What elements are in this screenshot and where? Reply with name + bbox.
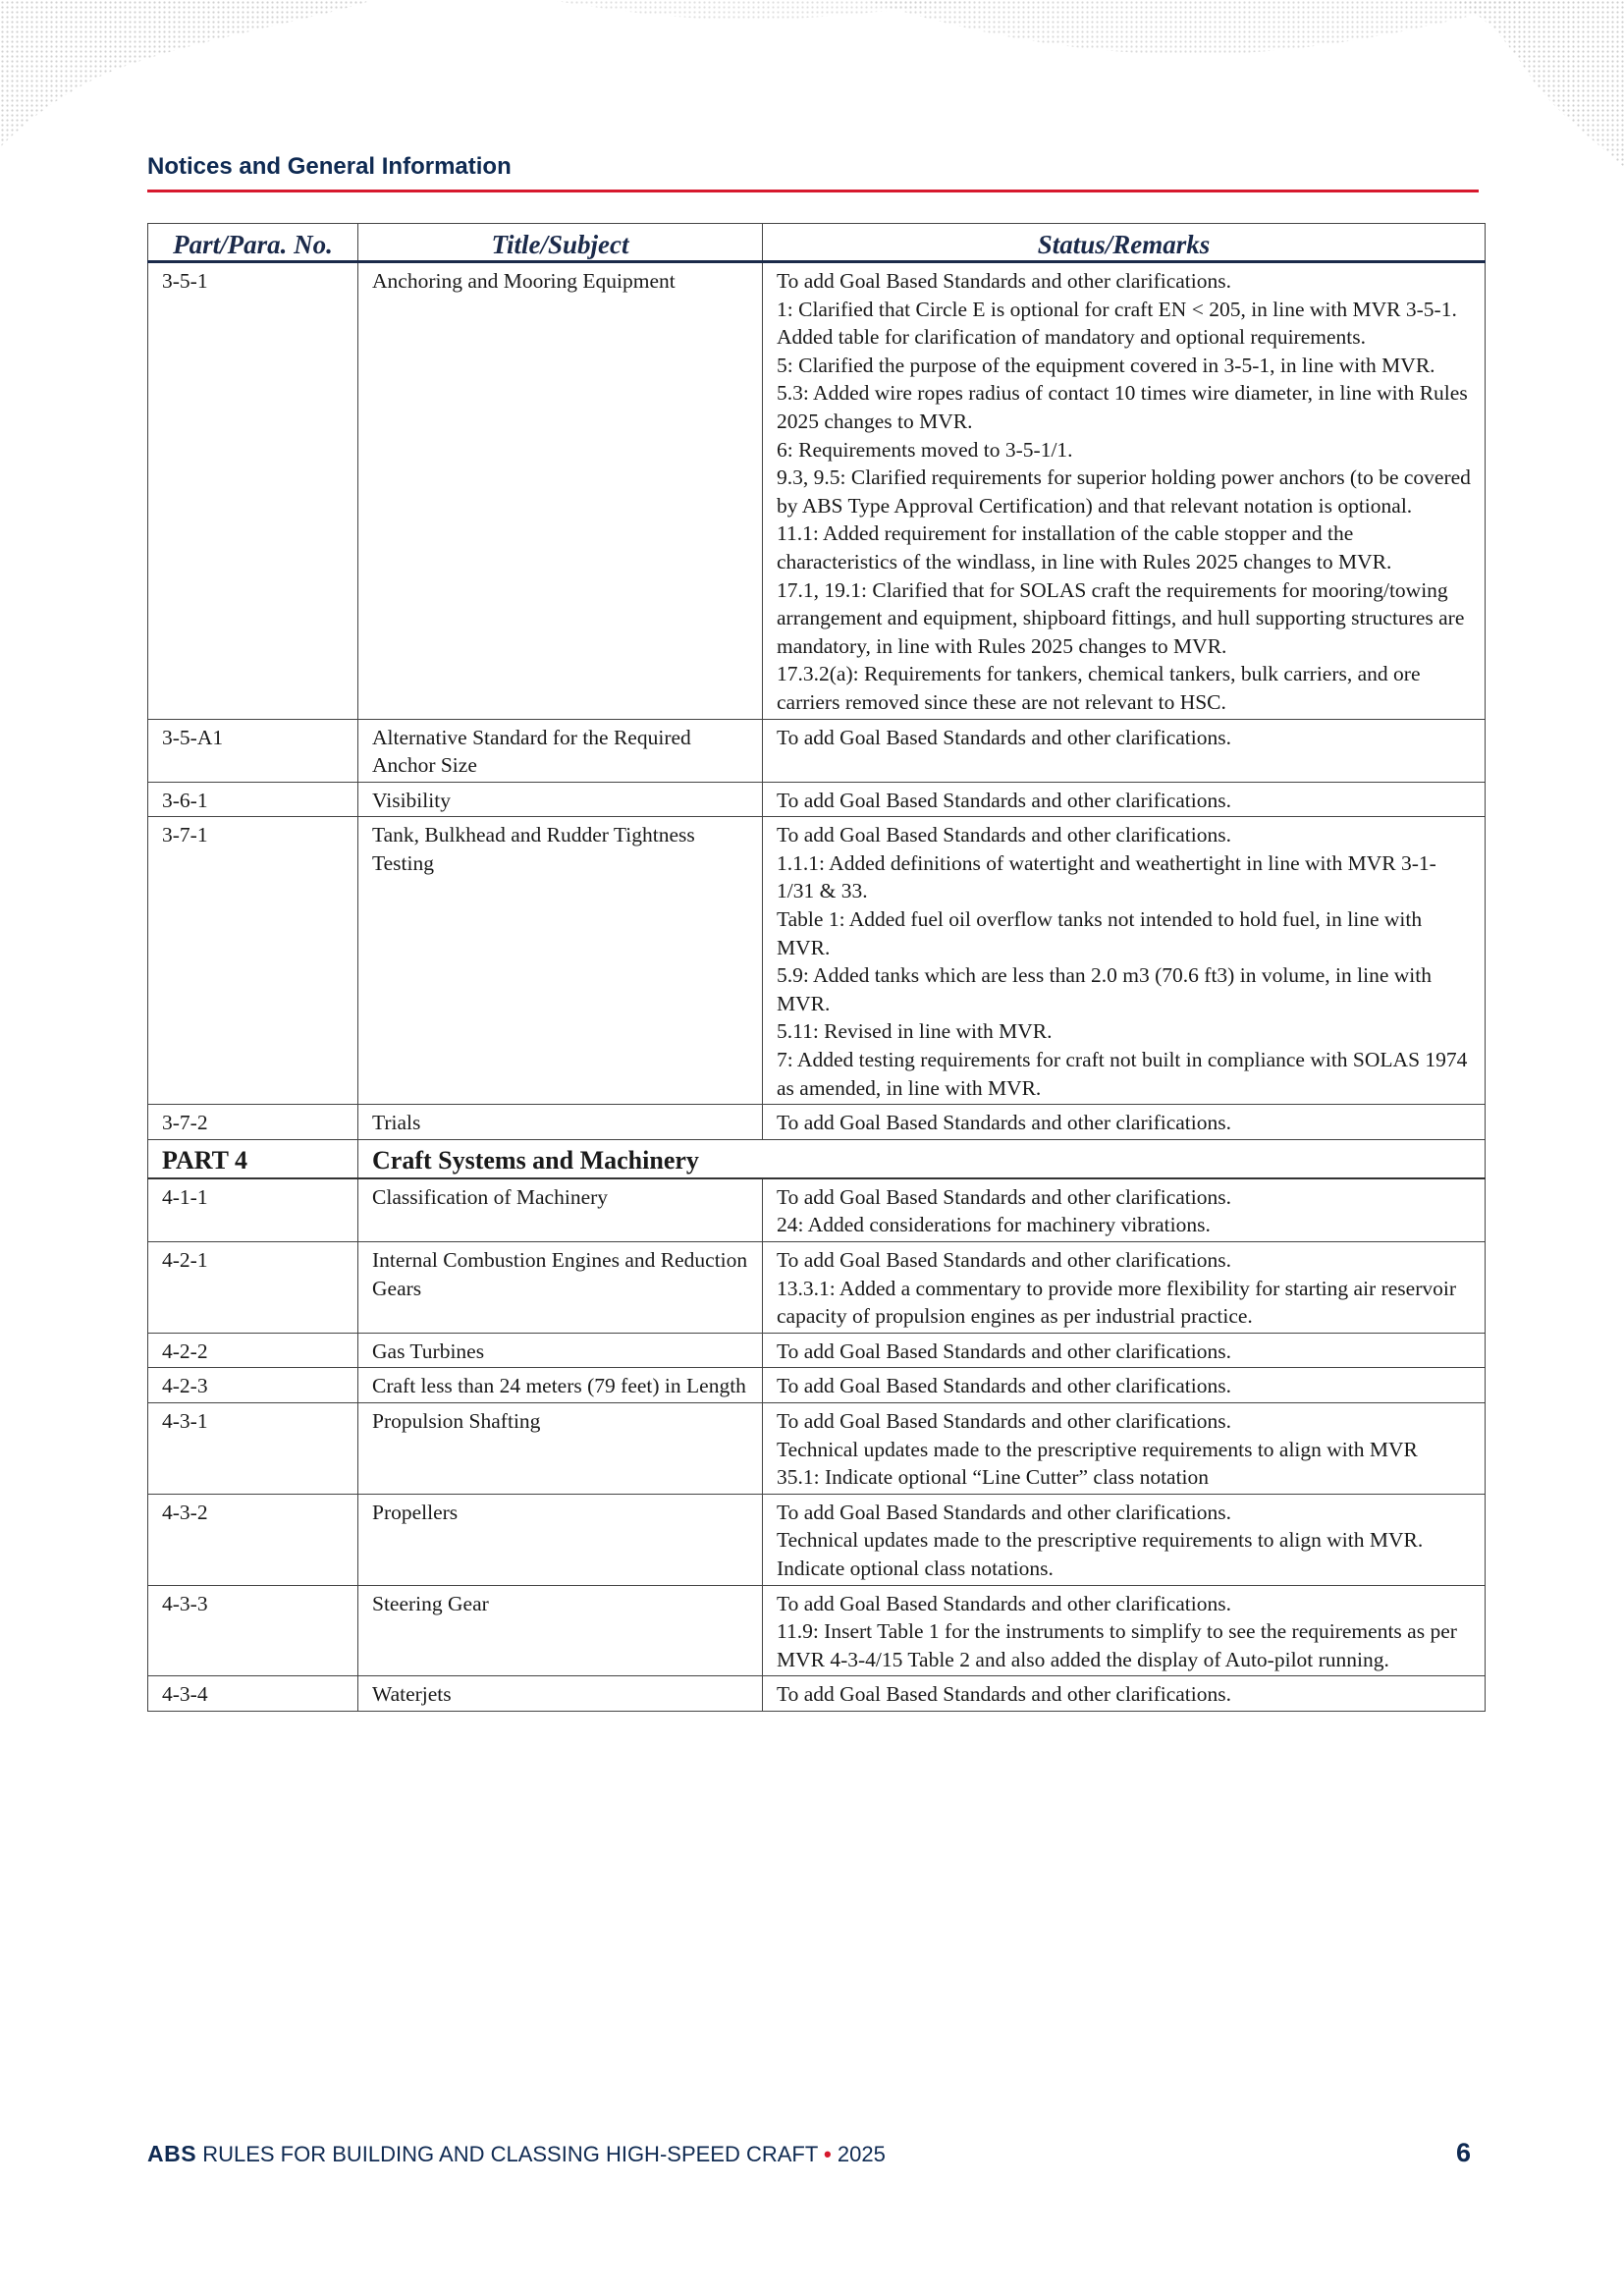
status-remarks — [763, 1368, 1486, 1403]
remark-line: To add Goal Based Standards and other clarifications. — [777, 1374, 1231, 1398]
table-body-part4 — [148, 1178, 1486, 1712]
title-subject: Gas Turbines — [358, 1333, 763, 1368]
part-para-number: 4-3-1 — [148, 1402, 358, 1494]
table-row — [148, 1105, 1486, 1140]
remark-line: 11.1: Added requirement for installation of the cable stopper and the characteristics of the windlass, in line with Rules 2025 changes to MVR. — [777, 521, 1392, 574]
table-row — [148, 1585, 1486, 1676]
remark-line: 1.1.1: Added definitions of watertight and weathertight in line with MVR 3-1-1/31 & 33. — [777, 850, 1436, 903]
table-body-part4-heading — [148, 1139, 1486, 1178]
table-row — [148, 1368, 1486, 1403]
remark-line: To add Goal Based Standards and other clarifications. — [777, 1591, 1231, 1615]
remark-line: To add Goal Based Standards and other clarifications. — [777, 269, 1231, 293]
remark-line: 5.11: Revised in line with MVR. — [777, 1019, 1053, 1044]
remark-line: Table 1: Added fuel oil overflow tanks not intended to hold fuel, in line with MVR. — [777, 907, 1423, 959]
remark-line: To add Goal Based Standards and other clarifications. — [777, 1500, 1231, 1524]
remark-line: To add Goal Based Standards and other clarifications. — [777, 1184, 1231, 1209]
status-remarks — [763, 1585, 1486, 1676]
table-header-row — [148, 224, 1486, 262]
table-body-part3 — [148, 262, 1486, 1140]
table-row — [148, 1676, 1486, 1712]
remark-line: To add Goal Based Standards and other clarifications. — [777, 725, 1231, 749]
footer — [147, 2141, 886, 2167]
remark-line: Technical updates made to the prescriptive requirements to align with MVR. — [777, 1528, 1424, 1553]
title-subject: Anchoring and Mooring Equipment — [358, 262, 763, 720]
title-subject: Tank, Bulkhead and Rudder Tightness Testing — [358, 817, 763, 1105]
remark-line: 5: Clarified the purpose of the equipment covered in 3-5-1, in line with MVR. — [777, 353, 1435, 377]
status-remarks — [763, 1402, 1486, 1494]
section-title: Notices and General Information — [147, 153, 512, 180]
title-subject: Internal Combustion Engines and Reduction Gears — [358, 1242, 763, 1334]
remark-line: Indicate optional class notations. — [777, 1556, 1054, 1580]
page-number: 6 — [1455, 2138, 1471, 2167]
remark-line: 5.9: Added tanks which are less than 2.0 m3 (70.6 ft3) in volume, in line with MVR. — [777, 963, 1432, 1015]
remark-line: To add Goal Based Standards and other clarifications. — [777, 1111, 1231, 1135]
status-remarks — [763, 1676, 1486, 1712]
remark-line: 24: Added considerations for machinery vibrations. — [777, 1213, 1211, 1237]
title-subject: Propulsion Shafting — [358, 1402, 763, 1494]
part-para-number: 4-2-2 — [148, 1333, 358, 1368]
part-para-number: 4-3-4 — [148, 1676, 358, 1712]
remark-line: 17.3.2(a): Requirements for tankers, chemical tankers, bulk carriers, and ore carriers removed since these are not relevant to HSC. — [777, 662, 1421, 714]
status-remarks — [763, 262, 1486, 720]
table-row — [148, 817, 1486, 1105]
remark-line: 17.1, 19.1: Clarified that for SOLAS craft the requirements for mooring/towing arrangement and equipment, shipboard fittings, and hull supporting structures are mandatory, in line with Rules 2025 changes to MVR. — [777, 577, 1465, 658]
table-row — [148, 719, 1486, 782]
footer-brand: ABS — [147, 2141, 197, 2166]
remark-line: 11.9: Insert Table 1 for the instruments to simplify to see the requirements as per MVR 4-3-4/15 Table 2 and also added the display of Auto-pilot running. — [777, 1619, 1457, 1671]
part-para-number: 3-5-1 — [148, 262, 358, 720]
table-row — [148, 1402, 1486, 1494]
remark-line: To add Goal Based Standards and other clarifications. — [777, 1682, 1231, 1707]
part-heading-row — [148, 1139, 1486, 1178]
title-subject: Propellers — [358, 1494, 763, 1585]
part-para-number: 3-7-1 — [148, 817, 358, 1105]
footer-title: RULES FOR BUILDING AND CLASSING HIGH-SPEED CRAFT — [202, 2142, 818, 2166]
remark-line: 7: Added testing requirements for craft not built in compliance with SOLAS 1974 as amended, in line with MVR. — [777, 1048, 1468, 1100]
remark-line: 1: Clarified that Circle E is optional for craft EN < 205, in line with MVR 3-5-1. Added table for clarification of mandatory and optional requirements. — [777, 297, 1457, 350]
footer-year: 2025 — [837, 2142, 886, 2166]
status-remarks — [763, 719, 1486, 782]
remark-line: 35.1: Indicate optional “Line Cutter” class notation — [777, 1465, 1210, 1490]
remark-line: Technical updates made to the prescriptive requirements to align with MVR — [777, 1437, 1418, 1461]
decorative-wave-pattern — [0, 0, 1624, 167]
status-remarks — [763, 1494, 1486, 1585]
remark-line: To add Goal Based Standards and other clarifications. — [777, 788, 1231, 812]
table-row — [148, 1242, 1486, 1334]
remark-line: To add Goal Based Standards and other clarifications. — [777, 1339, 1231, 1363]
column-header-status-remarks: Status/Remarks — [763, 224, 1486, 262]
title-subject: Craft less than 24 meters (79 feet) in Length — [358, 1368, 763, 1403]
remark-line: To add Goal Based Standards and other clarifications. — [777, 1408, 1231, 1433]
remark-line: 5.3: Added wire ropes radius of contact 10 times wire diameter, in line with Rules 2025 changes to MVR. — [777, 381, 1468, 433]
status-remarks — [763, 1242, 1486, 1334]
title-subject: Steering Gear — [358, 1585, 763, 1676]
status-remarks — [763, 1178, 1486, 1242]
status-remarks — [763, 782, 1486, 817]
title-subject: Visibility — [358, 782, 763, 817]
part-number: PART 4 — [148, 1139, 358, 1178]
table-row — [148, 262, 1486, 720]
part-para-number: 3-5-A1 — [148, 719, 358, 782]
remark-line: To add Goal Based Standards and other clarifications. — [777, 1248, 1231, 1272]
title-subject: Waterjets — [358, 1676, 763, 1712]
table-row — [148, 782, 1486, 817]
remark-line: 9.3, 9.5: Clarified requirements for superior holding power anchors (to be covered by ABS Type Approval Certification) and that relevant notation is optional. — [777, 465, 1471, 518]
table-row — [148, 1178, 1486, 1242]
table-row — [148, 1494, 1486, 1585]
part-para-number: 4-2-3 — [148, 1368, 358, 1403]
status-remarks — [763, 1105, 1486, 1140]
status-remarks — [763, 817, 1486, 1105]
part-para-number: 3-6-1 — [148, 782, 358, 817]
part-para-number: 3-7-2 — [148, 1105, 358, 1140]
part-para-number: 4-3-3 — [148, 1585, 358, 1676]
remark-line: 6: Requirements moved to 3-5-1/1. — [777, 437, 1073, 462]
column-header-title-subject: Title/Subject — [358, 224, 763, 262]
table-row — [148, 1333, 1486, 1368]
title-subject: Trials — [358, 1105, 763, 1140]
part-para-number: 4-2-1 — [148, 1242, 358, 1334]
part-para-number: 4-3-2 — [148, 1494, 358, 1585]
status-remarks — [763, 1333, 1486, 1368]
header-divider — [147, 190, 1479, 192]
remark-line: To add Goal Based Standards and other clarifications. — [777, 823, 1231, 847]
title-subject: Classification of Machinery — [358, 1178, 763, 1242]
remark-line: 13.3.1: Added a commentary to provide more flexibility for starting air reservoir capacity of propulsion engines as per industrial practice. — [777, 1276, 1456, 1329]
part-para-number: 4-1-1 — [148, 1178, 358, 1242]
column-header-part-para: Part/Para. No. — [148, 224, 358, 262]
changes-table — [147, 223, 1486, 1712]
title-subject: Alternative Standard for the Required Anchor Size — [358, 719, 763, 782]
part-title: Craft Systems and Machinery — [358, 1139, 1486, 1178]
footer-separator: • — [824, 2142, 832, 2166]
